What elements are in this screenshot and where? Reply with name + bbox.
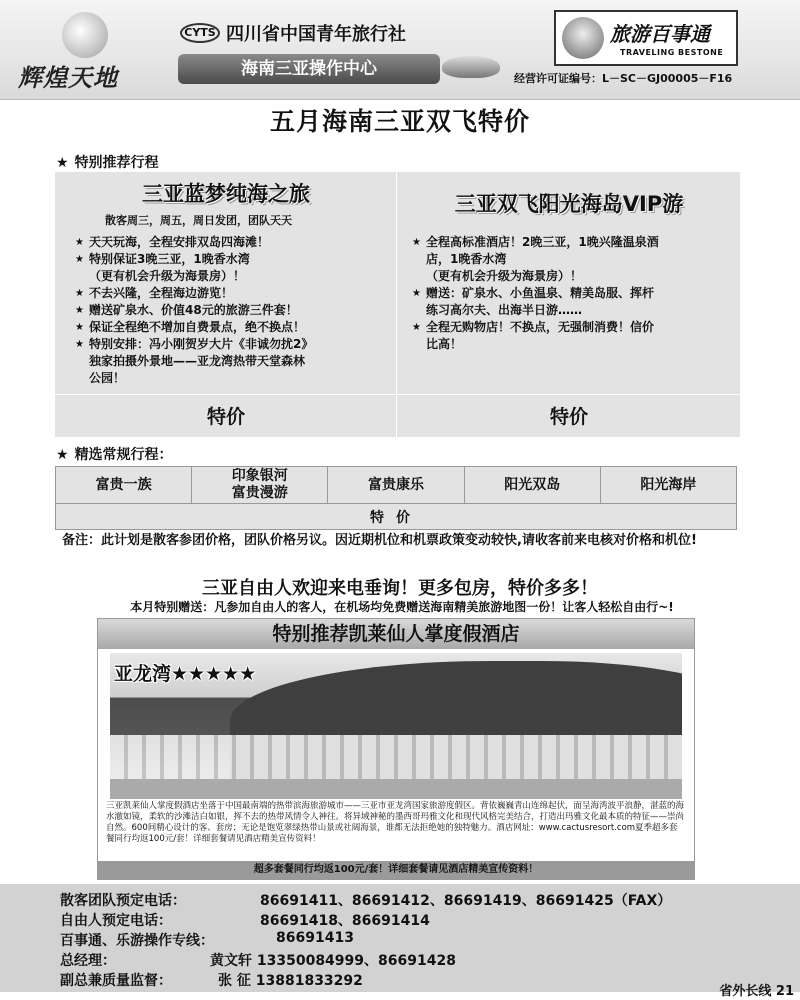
contact-label: 自由人预定电话：: [60, 913, 172, 929]
star-icon: ★: [56, 155, 69, 171]
list-item: （更有机会升级为海景房）！: [89, 269, 246, 283]
speedboat-icon: [442, 56, 500, 78]
route-cell: 印象银河 富贵漫游: [192, 467, 328, 503]
mascot-face-icon: [562, 17, 604, 59]
regular-label-text: 精选常规行程：: [74, 447, 173, 463]
license-number: 经营许可证编号：L－SC－GJ00005－F16: [514, 72, 733, 85]
brand-logo: 辉煌天地: [18, 64, 118, 92]
contact-value: 86691413: [276, 930, 354, 946]
slogan: 三亚自由人欢迎来电垂询！更多包房，特价多多！: [202, 578, 598, 599]
featured-label-text: 特别推荐行程: [74, 155, 159, 171]
list-item: 独家拍摄外景地——亚龙湾热带天堂森林: [89, 354, 306, 368]
contact-value: 黄文轩 13350084999、86691428: [210, 953, 456, 969]
bestone-en: TRAVELING BESTONE: [620, 48, 724, 57]
regular-section-label: [56, 444, 173, 464]
list-item: ★ 特别保证3晚三亚，1晚香水湾: [75, 251, 391, 268]
photo-water: [110, 779, 682, 799]
contact-label: 散客团队预定电话：: [60, 893, 186, 909]
agency-logo-icon: CYTS: [180, 23, 220, 43]
agency-name: [180, 20, 406, 46]
list-item: ★ 赠送：矿泉水、小鱼温泉、精美岛服、挥杆: [412, 285, 734, 302]
bestone-cn: 旅游百事通: [610, 22, 710, 46]
contact-row: [60, 910, 430, 930]
hotel-header: 特别推荐凯莱仙人掌度假酒店: [98, 619, 694, 649]
hotel-footer-note: 超多套餐同行均返100元/套！详细套餐请见酒店精美宣传资料！: [98, 861, 694, 879]
contact-value: 86691411、86691412、86691419、86691425（FAX）: [260, 893, 672, 909]
remark: [62, 532, 752, 549]
featured-itineraries: [55, 172, 740, 437]
list-item: ★ 不去兴隆，全程海边游览！: [75, 285, 391, 302]
contact-label: 副总兼质量监督：: [60, 973, 172, 989]
tour-left-price: 特价: [206, 406, 245, 428]
gift-notice: 本月特别赠送：凡参加自由人的客人，在机场均免费赠送海南精美旅游地图一份！让客人轻松自由行~!: [130, 600, 674, 614]
star-icon: ★: [56, 447, 69, 463]
remark-text: 备注：此计划是散客参团价格，团队价格另议。因近期机位和机票政策变动较快,请收客前来电核对价格和机位!: [62, 533, 697, 548]
page-number: 省外长线 21: [719, 984, 794, 999]
route-cell: 富贵康乐: [328, 467, 464, 503]
hotel-promo: [97, 618, 695, 880]
operation-center-label: 海南三亚操作中心: [178, 54, 440, 84]
contact-panel: [0, 884, 800, 992]
table-row: [56, 467, 736, 503]
list-item: ★ 全程高标准酒店！2晚三亚，1晚兴隆温泉酒: [412, 234, 734, 251]
photo-buildings: [110, 735, 682, 785]
tour-left-title: 三亚蓝梦纯海之旅: [142, 182, 310, 206]
header-banner: [0, 0, 800, 100]
bestone-logo: [554, 10, 738, 66]
contact-row: [60, 890, 672, 910]
list-item: ★ 全程无购物店！不换点，无强制消费！信价: [412, 319, 734, 336]
tour-right-bullets: [412, 234, 734, 353]
list-item: （更有机会升级为海景房）！: [426, 269, 583, 283]
contact-value: 86691418、86691414: [260, 913, 430, 929]
list-item: ★ 保证全程绝不增加自费景点，绝不换点！: [75, 319, 391, 336]
tour-right-price: 特价: [549, 406, 588, 428]
page-title: 五月海南三亚双飞特价: [269, 107, 530, 136]
list-item: 比高！: [426, 337, 463, 351]
list-item: ★ 赠送矿泉水、价值48元的旅游三件套！: [75, 302, 391, 319]
contact-row: [60, 970, 363, 990]
route-cell: 阳光海岸: [640, 476, 697, 493]
regular-price: 特价: [56, 503, 736, 529]
list-item: 店，1晚香水湾: [426, 252, 507, 266]
regular-routes-table: [55, 466, 737, 530]
hotel-location-badge: 亚龙湾★★★★★: [114, 663, 257, 685]
tour-right-title: 三亚双飞阳光海岛VIP游: [454, 192, 684, 216]
route-cell: 阳光双岛: [465, 467, 601, 503]
agency-name-text: 四川省中国青年旅行社: [226, 24, 406, 45]
contact-value: 张 征 13881833292: [218, 973, 363, 989]
contact-label: 总经理：: [60, 953, 116, 969]
contact-label: 百事通、乐游操作专线：: [60, 933, 214, 949]
route-cell: 富贵一族: [56, 467, 192, 503]
tour-left-subtitle: 散客周三，周五，周日发团，团队天天: [105, 214, 292, 227]
contact-row: [60, 950, 456, 970]
featured-section-label: [56, 152, 159, 172]
hotel-description: 三亚凯莱仙人掌度假酒店坐落于中国最南端的热带滨海旅游城市——三亚市亚龙湾国家旅游度假区。背依巍巍青山连绵起伏，面呈海湾波平浪静，湛蓝的海水澈如镜，柔软的沙滩洁白如银，挥不去的热带风情令人神往。将异域神秘的墨西哥玛雅文化和现代风格完美结合，打造出玛雅文化最本质的特征——崇尚自然。600间精心设计的客、套房；无论是饱览翠绿热带山景或社阔海景，谁都无法拒绝她的独特魅力。酒店网址：www.cactusresort.com夏季超多套餐同行均返100元/套！详细套餐请见酒店精美宣传资料！: [106, 801, 685, 844]
sun-mascot-icon: [62, 12, 108, 58]
tour-left-bullets: [75, 234, 391, 387]
list-item: ★ 特别安排：冯小刚贺岁大片《非诚勿扰2》: [75, 336, 391, 353]
list-item: 练习高尔夫、出海半日游……: [426, 303, 583, 317]
list-item: 公园！: [89, 371, 126, 385]
list-item: ★ 天天玩海，全程安排双岛四海滩！: [75, 234, 391, 251]
contact-row: [60, 930, 354, 950]
